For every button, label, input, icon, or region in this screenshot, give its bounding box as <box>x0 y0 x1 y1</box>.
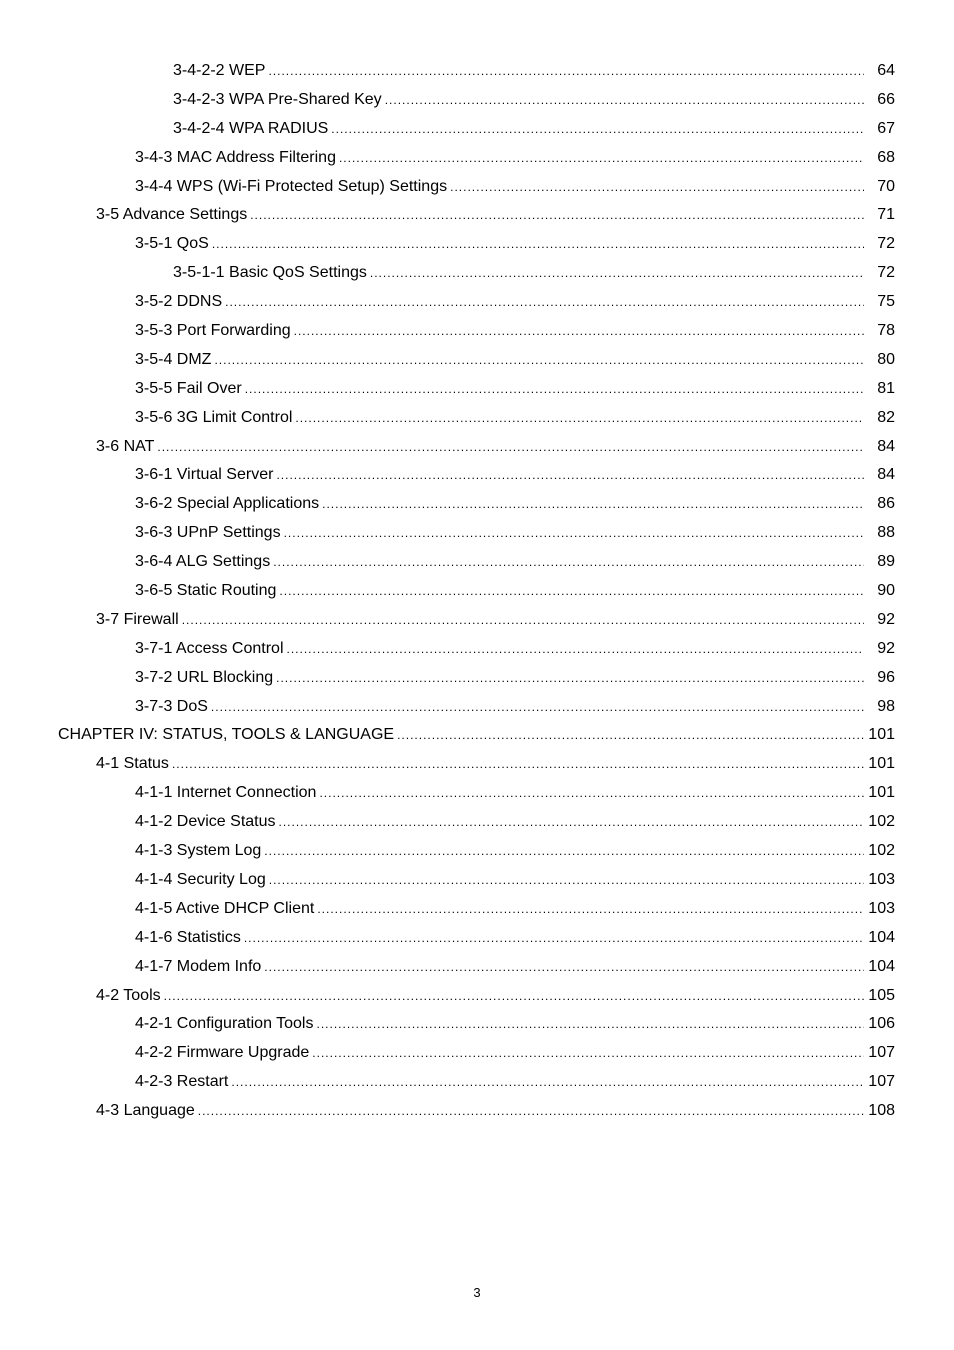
toc-entry[interactable] <box>0 982 954 1011</box>
toc-entry[interactable] <box>0 86 954 115</box>
toc-entry[interactable] <box>0 404 954 433</box>
toc-dot-leader <box>312 1039 864 1068</box>
toc-entry-title: 3-4-2-2 WEP <box>173 62 266 79</box>
toc-entry[interactable] <box>0 635 954 664</box>
toc-entry-page: 102 <box>868 842 895 860</box>
toc-dot-leader <box>294 317 864 346</box>
toc-dot-leader <box>279 577 864 606</box>
toc-entry-title: 4-1-6 Statistics <box>135 928 241 946</box>
toc-entry-title: 3-5 Advance Settings <box>96 206 248 224</box>
toc-entry[interactable] <box>0 519 954 548</box>
toc-dot-leader <box>316 1010 864 1039</box>
toc-dot-leader <box>319 779 864 808</box>
toc-entry[interactable] <box>0 346 954 375</box>
toc-entry-page: 68 <box>877 148 895 166</box>
toc-dot-leader <box>295 404 864 433</box>
toc-entry[interactable] <box>0 548 954 577</box>
toc-entry[interactable] <box>0 953 954 982</box>
toc-entry-page: 92 <box>877 639 895 657</box>
toc-entry[interactable] <box>0 1010 954 1039</box>
toc-entry[interactable] <box>0 866 954 895</box>
toc-entry-title: 3-6-5 Static Routing <box>135 582 277 600</box>
toc-entry-title: 3-5-1-1 Basic QoS Settings <box>173 264 367 282</box>
toc-entry[interactable] <box>0 375 954 404</box>
toc-dot-leader <box>322 490 864 519</box>
toc-entry-page: 92 <box>877 610 895 628</box>
toc-dot-leader <box>450 173 864 202</box>
toc-entry-title: 3-4-4 WPS (Wi-Fi Protected Setup) Settings <box>135 177 448 195</box>
toc-entry-page: 108 <box>868 1102 895 1120</box>
toc-entry-title: 3-5-5 Fail Over <box>135 379 242 397</box>
toc-entry-title: 3-6 NAT <box>96 437 155 455</box>
toc-entry-page: 102 <box>868 813 895 831</box>
toc-entry-title: 3-6-4 ALG Settings <box>135 553 271 571</box>
toc-entry-page: 105 <box>868 986 895 1004</box>
toc-dot-leader <box>198 1097 864 1126</box>
toc-entry[interactable] <box>0 664 954 693</box>
toc-entry-title: 3-7-2 URL Blocking <box>135 668 274 686</box>
toc-entry[interactable] <box>0 201 954 230</box>
toc-entry-title: 3-5-3 Port Forwarding <box>135 322 291 340</box>
toc-dot-leader <box>172 750 864 779</box>
toc-entry-page: 107 <box>868 1073 895 1091</box>
toc-dot-leader <box>182 606 864 635</box>
toc-entry-page: 86 <box>877 495 895 513</box>
toc-entry-page: 89 <box>877 553 895 571</box>
toc-entry-page: 71 <box>877 206 895 224</box>
toc-dot-leader <box>284 519 864 548</box>
toc-entry-page: 67 <box>877 119 895 137</box>
toc-entry-page: 84 <box>877 437 895 455</box>
toc-dot-leader <box>250 201 864 230</box>
toc-entry[interactable] <box>0 1068 954 1097</box>
toc-entry-page: 90 <box>877 582 895 600</box>
toc-entry-page: 66 <box>877 90 895 108</box>
page-number: 3 <box>473 1285 481 1300</box>
toc-dot-leader <box>214 346 864 375</box>
toc-dot-leader <box>385 86 864 115</box>
toc-entry-title: 4-2 Tools <box>96 986 161 1004</box>
toc-entry-title: 3-5-4 DMZ <box>135 350 212 368</box>
toc-entry-title: 3-6-1 Virtual Server <box>135 466 274 484</box>
toc-entry-page: 75 <box>877 293 895 311</box>
toc-entry-title: 3-7-3 DoS <box>135 697 208 715</box>
toc-dot-leader <box>268 57 864 86</box>
toc-dot-leader <box>264 953 864 982</box>
toc-dot-leader <box>370 259 864 288</box>
toc-entry[interactable] <box>0 837 954 866</box>
toc-entry-title: 3-4-2-3 WPA Pre-Shared Key <box>173 90 382 108</box>
toc-entry[interactable] <box>0 693 954 722</box>
toc-entry-title: 4-1-3 System Log <box>135 842 262 860</box>
toc-dot-leader <box>212 230 864 259</box>
toc-entry-page: 104 <box>868 957 895 975</box>
toc-entry-title: 4-3 Language <box>96 1102 195 1120</box>
toc-entry-page: 78 <box>877 322 895 340</box>
toc-entry-title: 4-1-7 Modem Info <box>135 957 262 975</box>
toc-entry-title: 3-7 Firewall <box>96 610 179 628</box>
toc-entry-page: 98 <box>877 697 895 715</box>
toc-dot-leader <box>339 144 864 173</box>
toc-dot-leader <box>164 982 864 1011</box>
toc-entry[interactable] <box>0 288 954 317</box>
toc-dot-leader <box>231 1068 864 1097</box>
toc-entry-title: 4-1-5 Active DHCP Client <box>135 899 315 917</box>
toc-entry-page: 88 <box>877 524 895 542</box>
toc-dot-leader <box>279 808 864 837</box>
toc-dot-leader <box>225 288 864 317</box>
table-of-contents <box>0 57 954 1126</box>
toc-entry[interactable] <box>0 1039 954 1068</box>
toc-entry-page: 84 <box>877 466 895 484</box>
toc-entry-page: 101 <box>868 784 895 802</box>
toc-dot-leader <box>244 924 864 953</box>
toc-entry-title: 3-5-1 QoS <box>135 235 209 253</box>
toc-entry-title: 4-1-1 Internet Connection <box>135 784 317 802</box>
toc-entry-title: 3-7-1 Access Control <box>135 639 284 657</box>
toc-entry-title: 4-2-2 Firmware Upgrade <box>135 1044 310 1062</box>
toc-dot-leader <box>157 433 864 462</box>
toc-entry-page: 104 <box>868 928 895 946</box>
toc-entry[interactable] <box>0 173 954 202</box>
toc-entry-title: 4-1-2 Device Status <box>135 813 276 831</box>
toc-entry-page: 106 <box>868 1015 895 1033</box>
toc-dot-leader <box>276 461 864 490</box>
toc-entry-title: 4-2-3 Restart <box>135 1073 229 1091</box>
toc-entry-title: 3-6-2 Special Applications <box>135 495 320 513</box>
toc-entry[interactable] <box>0 433 954 462</box>
toc-entry-page: 70 <box>877 177 895 195</box>
toc-dot-leader <box>245 375 864 404</box>
toc-entry-page: 81 <box>877 379 895 397</box>
toc-entry[interactable] <box>0 57 954 86</box>
toc-entry-page: 103 <box>868 870 895 888</box>
toc-dot-leader <box>273 548 864 577</box>
toc-entry-page: 72 <box>877 235 895 253</box>
toc-dot-leader <box>331 115 864 144</box>
toc-entry-page: 72 <box>877 264 895 282</box>
toc-entry[interactable] <box>0 115 954 144</box>
toc-entry-page: 80 <box>877 350 895 368</box>
toc-dot-leader <box>317 895 864 924</box>
toc-dot-leader <box>287 635 864 664</box>
toc-entry[interactable] <box>0 808 954 837</box>
toc-entry-title: 3-4-2-4 WPA RADIUS <box>173 119 329 137</box>
toc-entry-page: 96 <box>877 668 895 686</box>
toc-entry[interactable] <box>0 461 954 490</box>
toc-entry-page: 101 <box>868 726 895 744</box>
toc-entry-title: 3-5-6 3G Limit Control <box>135 408 293 426</box>
toc-entry-title: 4-2-1 Configuration Tools <box>135 1015 314 1033</box>
toc-dot-leader <box>269 866 864 895</box>
toc-entry-page: 103 <box>868 899 895 917</box>
toc-entry-title: 4-1-4 Security Log <box>135 870 266 888</box>
toc-entry-title: 3-4-3 MAC Address Filtering <box>135 148 336 166</box>
toc-entry-title: 3-5-2 DDNS <box>135 293 223 311</box>
toc-entry-page: 101 <box>868 755 895 773</box>
toc-entry[interactable] <box>0 317 954 346</box>
toc-entry[interactable] <box>0 750 954 779</box>
toc-entry[interactable] <box>0 144 954 173</box>
toc-entry[interactable] <box>0 577 954 606</box>
toc-entry[interactable] <box>0 721 954 750</box>
toc-dot-leader <box>211 693 864 722</box>
toc-entry[interactable] <box>0 490 954 519</box>
toc-dot-leader <box>397 721 864 750</box>
toc-entry[interactable] <box>0 230 954 259</box>
toc-entry[interactable] <box>0 1097 954 1126</box>
toc-entry-title: CHAPTER IV: STATUS, TOOLS & LANGUAGE <box>58 726 395 744</box>
toc-dot-leader <box>276 664 864 693</box>
toc-entry[interactable] <box>0 606 954 635</box>
toc-dot-leader <box>264 837 864 866</box>
toc-entry[interactable] <box>0 924 954 953</box>
toc-entry-page: 107 <box>868 1044 895 1062</box>
toc-entry[interactable] <box>0 259 954 288</box>
toc-entry-title: 4-1 Status <box>96 755 169 773</box>
toc-entry-page: 64 <box>877 62 895 79</box>
toc-entry[interactable] <box>0 779 954 808</box>
toc-entry-title: 3-6-3 UPnP Settings <box>135 524 281 542</box>
toc-entry-page: 82 <box>877 408 895 426</box>
toc-entry[interactable] <box>0 895 954 924</box>
